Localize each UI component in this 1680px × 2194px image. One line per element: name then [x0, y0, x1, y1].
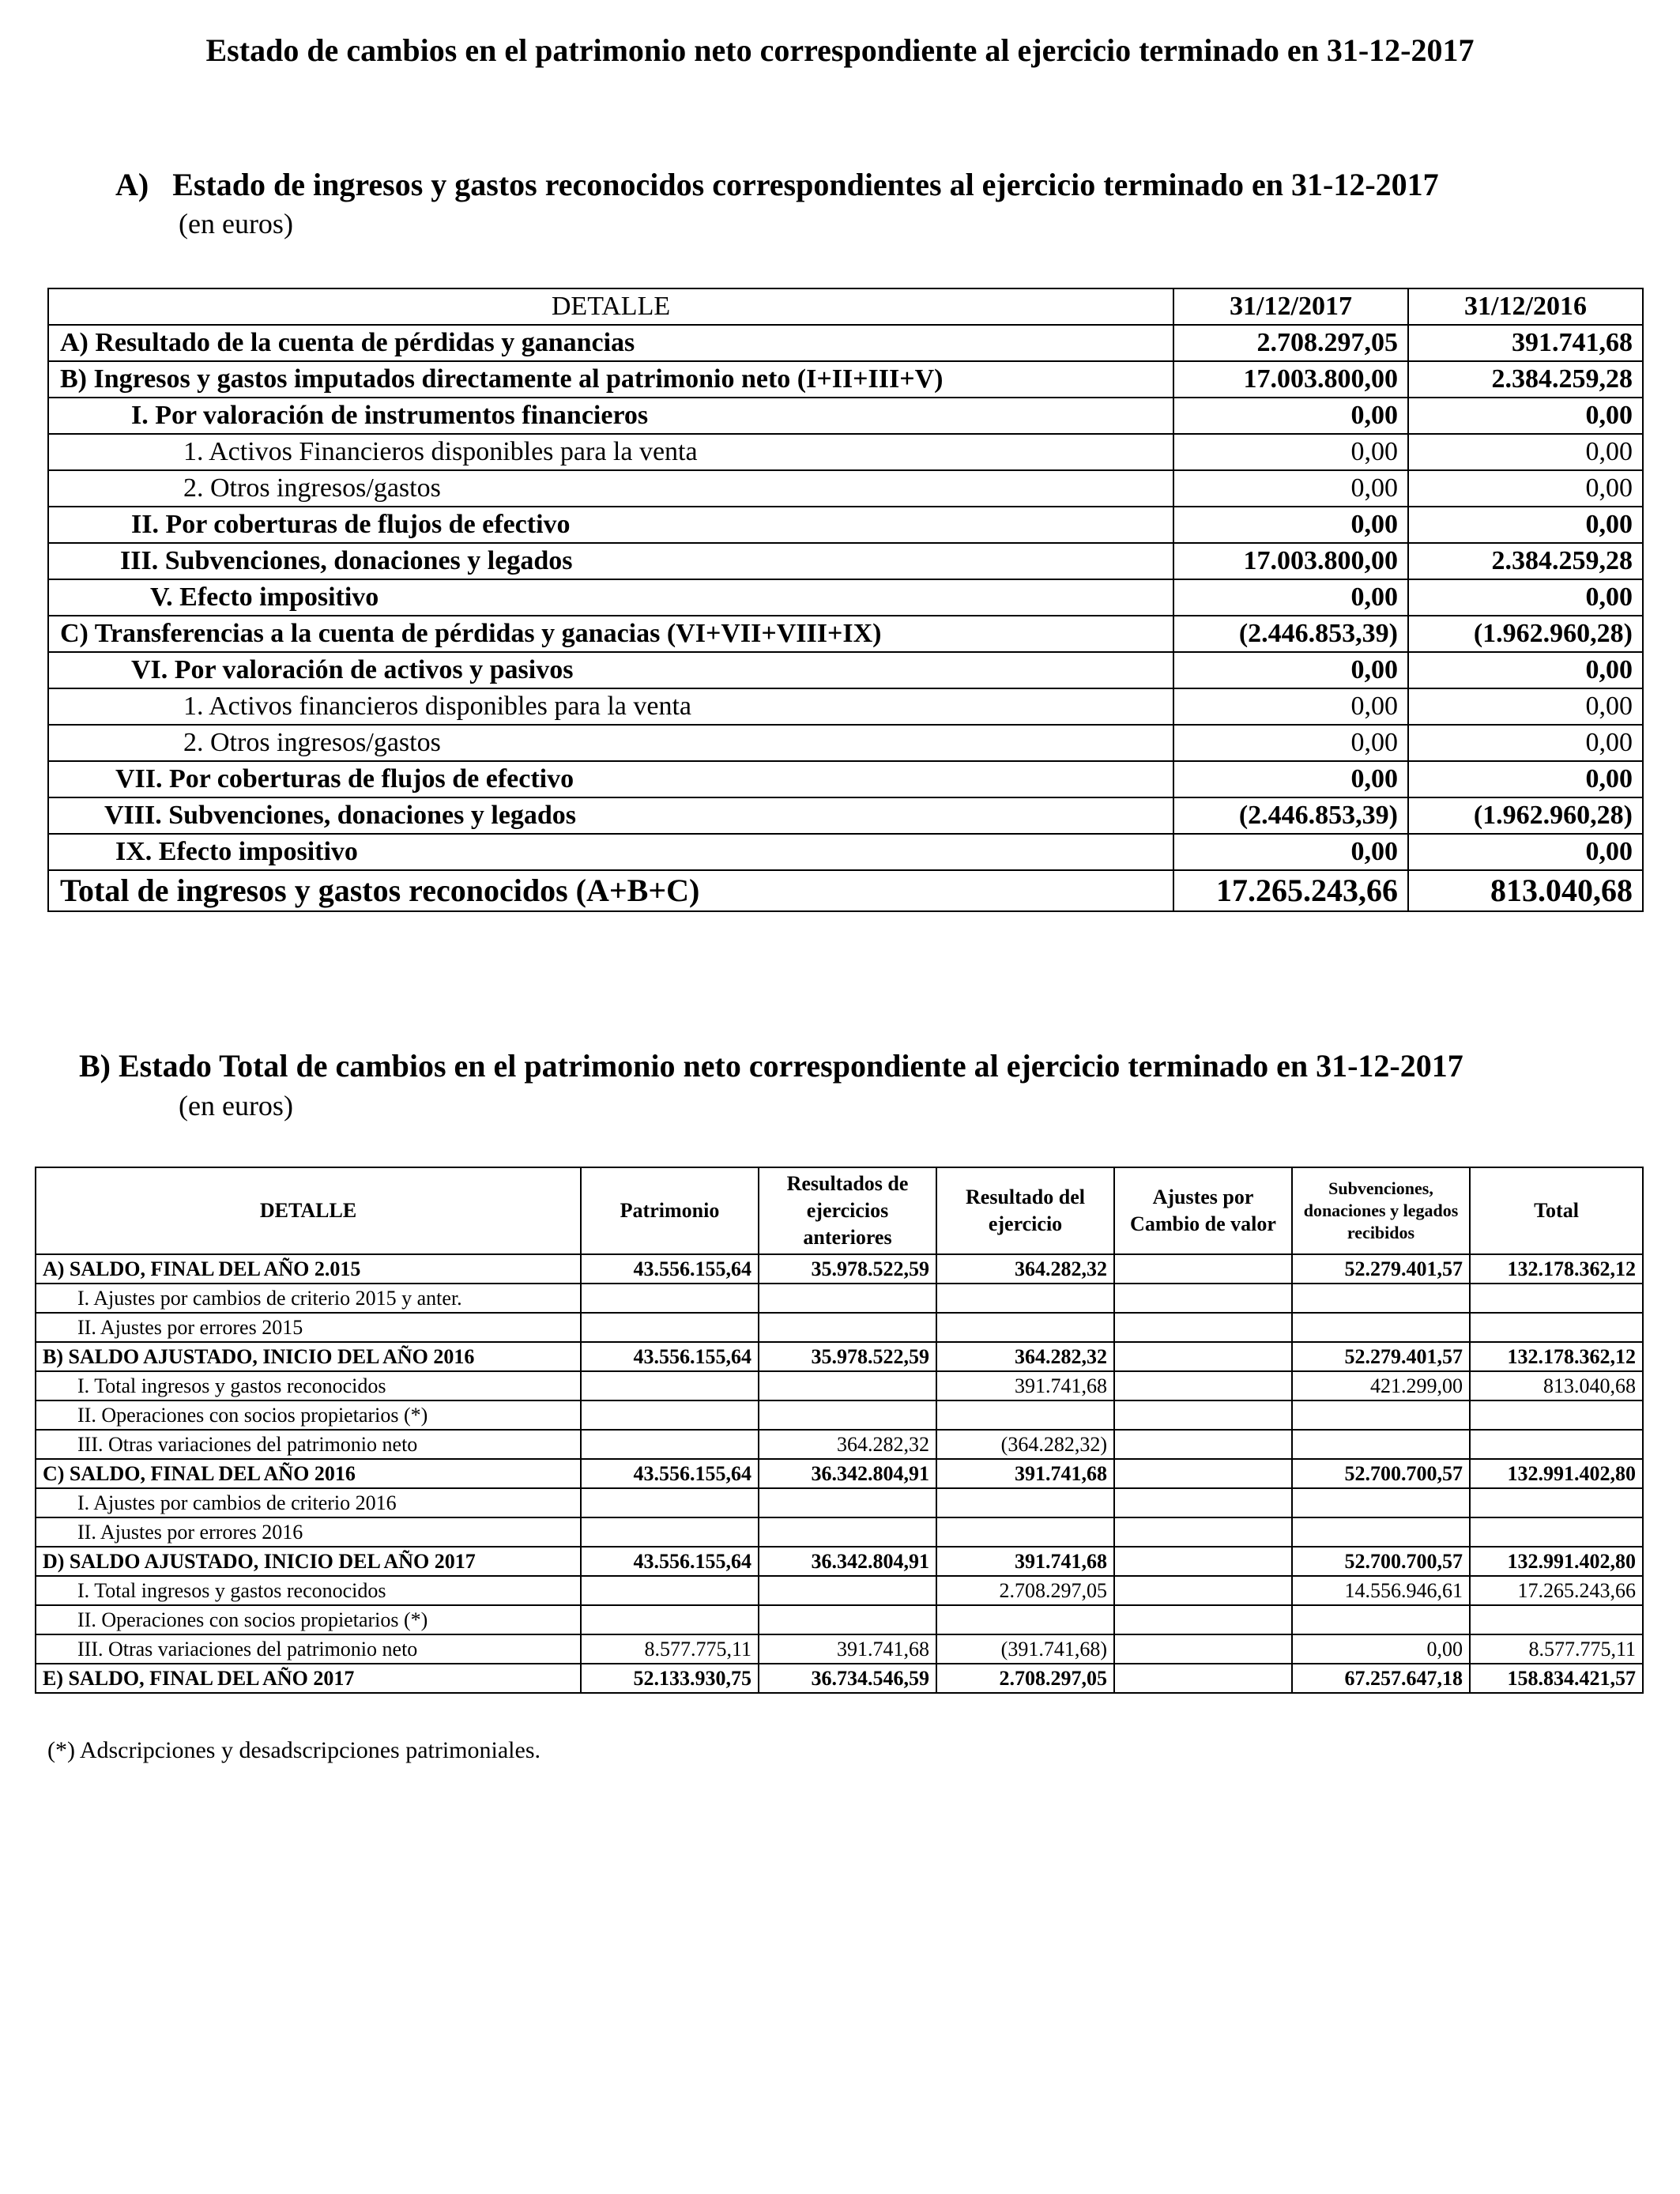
- cell-patrimonio: [581, 1400, 759, 1430]
- cell-res_ant: 36.342.804,91: [759, 1459, 936, 1488]
- table-row: [36, 1634, 1643, 1664]
- cell-subv: [1292, 1400, 1470, 1430]
- cell-subv: [1292, 1517, 1470, 1547]
- table-row: 2. Otros ingresos/gastos 0,00 0,00: [48, 725, 1643, 761]
- cell-ajustes: [1114, 1547, 1292, 1576]
- cell-res_ej: [936, 1605, 1114, 1634]
- cell-patrimonio: [581, 1576, 759, 1605]
- cell-subv: 421.299,00: [1292, 1371, 1470, 1400]
- table-row: [36, 1488, 1643, 1517]
- table-row: 1. Activos Financieros disponibles para la venta 0,00 0,00: [48, 434, 1643, 470]
- cell-ajustes: [1114, 1400, 1292, 1430]
- table-row: [36, 1313, 1643, 1342]
- cell-res_ant: [759, 1517, 936, 1547]
- row-label: III. Otras variaciones del patrimonio neto: [36, 1634, 581, 1664]
- cell-total: 132.178.362,12: [1470, 1254, 1643, 1284]
- cell-ajustes: [1114, 1664, 1292, 1693]
- cell-subv: 52.279.401,57: [1292, 1342, 1470, 1371]
- table-row: [36, 1517, 1643, 1547]
- cell-ajustes: [1114, 1284, 1292, 1313]
- column-header-resultados-anteriores: Resultados de ejercicios anteriores: [759, 1167, 936, 1254]
- table-row: B) Ingresos y gastos imputados directamente al patrimonio neto (I+II+III+V) 17.003.800,00 2.384.259,28: [48, 361, 1643, 398]
- cell-res_ej: [936, 1488, 1114, 1517]
- table-row: [36, 1547, 1643, 1576]
- cell-patrimonio: [581, 1430, 759, 1459]
- cell-subv: 52.700.700,57: [1292, 1547, 1470, 1576]
- cell-subv: [1292, 1605, 1470, 1634]
- column-header-total: Total: [1470, 1167, 1643, 1254]
- cell-res_ant: [759, 1605, 936, 1634]
- cell-ajustes: [1114, 1313, 1292, 1342]
- row-label: B) SALDO AJUSTADO, INICIO DEL AÑO 2016: [36, 1342, 581, 1371]
- cell-subv: [1292, 1430, 1470, 1459]
- cell-patrimonio: [581, 1605, 759, 1634]
- cell-res_ej: 391.741,68: [936, 1547, 1114, 1576]
- cell-res_ant: [759, 1284, 936, 1313]
- table-row: [36, 1284, 1643, 1313]
- cell-patrimonio: 43.556.155,64: [581, 1459, 759, 1488]
- cell-res_ant: [759, 1488, 936, 1517]
- table-row: 2. Otros ingresos/gastos 0,00 0,00: [48, 470, 1643, 507]
- table-row: [36, 1664, 1643, 1693]
- table-row: [36, 1400, 1643, 1430]
- cell-res_ej: [936, 1517, 1114, 1547]
- cell-patrimonio: [581, 1284, 759, 1313]
- cell-patrimonio: 43.556.155,64: [581, 1342, 759, 1371]
- cell-total: 132.991.402,80: [1470, 1547, 1643, 1576]
- table-row: I. Por valoración de instrumentos financieros 0,00 0,00: [48, 398, 1643, 434]
- table-row: 1. Activos financieros disponibles para la venta 0,00 0,00: [48, 688, 1643, 725]
- table-row: [36, 1371, 1643, 1400]
- cell-res_ej: (391.741,68): [936, 1634, 1114, 1664]
- cell-total: [1470, 1430, 1643, 1459]
- cell-patrimonio: 52.133.930,75: [581, 1664, 759, 1693]
- section-a-subheading: (en euros): [179, 208, 293, 239]
- cell-ajustes: [1114, 1488, 1292, 1517]
- column-header-subvenciones: Subvenciones, donaciones y legados recibidos: [1292, 1167, 1470, 1254]
- total-row: Total de ingresos y gastos reconocidos (A+B+C) 17.265.243,66 813.040,68: [48, 870, 1643, 911]
- cell-subv: 0,00: [1292, 1634, 1470, 1664]
- row-label: II. Operaciones con socios propietarios (*): [36, 1400, 581, 1430]
- cell-patrimonio: 43.556.155,64: [581, 1254, 759, 1284]
- row-label: II. Ajustes por errores 2016: [36, 1517, 581, 1547]
- cell-res_ej: [936, 1313, 1114, 1342]
- cell-total: [1470, 1517, 1643, 1547]
- cell-patrimonio: [581, 1488, 759, 1517]
- cell-res_ej: (364.282,32): [936, 1430, 1114, 1459]
- cell-ajustes: [1114, 1371, 1292, 1400]
- cell-total: 132.991.402,80: [1470, 1459, 1643, 1488]
- cell-res_ej: 364.282,32: [936, 1342, 1114, 1371]
- table-row: [36, 1254, 1643, 1284]
- column-header-detalle: DETALLE: [36, 1167, 581, 1254]
- row-label: I. Ajustes por cambios de criterio 2015 y anter.: [36, 1284, 581, 1313]
- row-label: A) SALDO, FINAL DEL AÑO 2.015: [36, 1254, 581, 1284]
- table-row: VI. Por valoración de activos y pasivos 0,00 0,00: [48, 652, 1643, 688]
- income-expense-table: [47, 288, 1644, 912]
- cell-res_ej: 391.741,68: [936, 1459, 1114, 1488]
- column-header-detalle: DETALLE: [48, 288, 1173, 325]
- table-row: VIII. Subvenciones, donaciones y legados (2.446.853,39) (1.962.960,28): [48, 797, 1643, 834]
- footnote: (*) Adscripciones y desadscripciones patrimoniales.: [47, 1737, 541, 1763]
- cell-ajustes: [1114, 1517, 1292, 1547]
- cell-patrimonio: [581, 1371, 759, 1400]
- cell-ajustes: [1114, 1342, 1292, 1371]
- document-title: Estado de cambios en el patrimonio neto correspondiente al ejercicio terminado en 31-12-2017: [205, 32, 1475, 68]
- cell-ajustes: [1114, 1459, 1292, 1488]
- table-row: C) Transferencias a la cuenta de pérdidas y ganacias (VI+VII+VIII+IX) (2.446.853,39) (1.962.960,28): [48, 616, 1643, 652]
- cell-ajustes: [1114, 1430, 1292, 1459]
- cell-total: [1470, 1605, 1643, 1634]
- row-label: I. Total ingresos y gastos reconocidos: [36, 1576, 581, 1605]
- table-row: [36, 1459, 1643, 1488]
- cell-res_ej: 391.741,68: [936, 1371, 1114, 1400]
- cell-total: 813.040,68: [1470, 1371, 1643, 1400]
- table-row: IX. Efecto impositivo 0,00 0,00: [48, 834, 1643, 870]
- cell-subv: [1292, 1488, 1470, 1517]
- section-b-subheading: (en euros): [179, 1090, 293, 1122]
- row-label: I. Ajustes por cambios de criterio 2016: [36, 1488, 581, 1517]
- cell-total: [1470, 1488, 1643, 1517]
- table-row: [36, 1430, 1643, 1459]
- cell-res_ant: 36.734.546,59: [759, 1664, 936, 1693]
- cell-patrimonio: 8.577.775,11: [581, 1634, 759, 1664]
- cell-res_ant: [759, 1313, 936, 1342]
- row-label: III. Otras variaciones del patrimonio neto: [36, 1430, 581, 1459]
- column-header-2016: 31/12/2016: [1408, 288, 1643, 325]
- row-label: II. Ajustes por errores 2015: [36, 1313, 581, 1342]
- column-header-patrimonio: Patrimonio: [581, 1167, 759, 1254]
- cell-total: 17.265.243,66: [1470, 1576, 1643, 1605]
- column-header-2017: 31/12/2017: [1173, 288, 1408, 325]
- table-row: II. Por coberturas de flujos de efectivo 0,00 0,00: [48, 507, 1643, 543]
- cell-res_ant: 35.978.522,59: [759, 1342, 936, 1371]
- cell-total: 8.577.775,11: [1470, 1634, 1643, 1664]
- table-row: [36, 1576, 1643, 1605]
- cell-ajustes: [1114, 1254, 1292, 1284]
- cell-res_ant: 35.978.522,59: [759, 1254, 936, 1284]
- cell-subv: 52.700.700,57: [1292, 1459, 1470, 1488]
- cell-res_ant: [759, 1400, 936, 1430]
- row-label: D) SALDO AJUSTADO, INICIO DEL AÑO 2017: [36, 1547, 581, 1576]
- cell-ajustes: [1114, 1634, 1292, 1664]
- cell-total: [1470, 1284, 1643, 1313]
- table-row: A) Resultado de la cuenta de pérdidas y ganancias 2.708.297,05 391.741,68: [48, 325, 1643, 361]
- section-a-heading: A) Estado de ingresos y gastos reconocidos correspondientes al ejercicio terminado en 31-12-2017: [115, 167, 1439, 202]
- cell-total: [1470, 1313, 1643, 1342]
- row-label: C) SALDO, FINAL DEL AÑO 2016: [36, 1459, 581, 1488]
- cell-patrimonio: [581, 1313, 759, 1342]
- column-header-resultado-ejercicio: Resultado del ejercicio: [936, 1167, 1114, 1254]
- cell-res_ej: 2.708.297,05: [936, 1664, 1114, 1693]
- cell-subv: 14.556.946,61: [1292, 1576, 1470, 1605]
- row-label: II. Operaciones con socios propietarios (*): [36, 1605, 581, 1634]
- cell-ajustes: [1114, 1576, 1292, 1605]
- cell-res_ej: 364.282,32: [936, 1254, 1114, 1284]
- cell-total: [1470, 1400, 1643, 1430]
- cell-res_ant: [759, 1371, 936, 1400]
- table-row: III. Subvenciones, donaciones y legados 17.003.800,00 2.384.259,28: [48, 543, 1643, 579]
- row-label: I. Total ingresos y gastos reconocidos: [36, 1371, 581, 1400]
- cell-res_ant: 36.342.804,91: [759, 1547, 936, 1576]
- table-row: [36, 1342, 1643, 1371]
- cell-res_ant: [759, 1576, 936, 1605]
- table-row: VII. Por coberturas de flujos de efectivo 0,00 0,00: [48, 761, 1643, 797]
- section-b-heading: B) Estado Total de cambios en el patrimonio neto correspondiente al ejercicio terminado en 31-12-2017: [79, 1048, 1463, 1084]
- table-row: [36, 1605, 1643, 1634]
- cell-subv: 67.257.647,18: [1292, 1664, 1470, 1693]
- cell-ajustes: [1114, 1605, 1292, 1634]
- cell-total: 158.834.421,57: [1470, 1664, 1643, 1693]
- table-row: V. Efecto impositivo 0,00 0,00: [48, 579, 1643, 616]
- row-label: E) SALDO, FINAL DEL AÑO 2017: [36, 1664, 581, 1693]
- cell-total: 132.178.362,12: [1470, 1342, 1643, 1371]
- cell-res_ant: 364.282,32: [759, 1430, 936, 1459]
- cell-patrimonio: 43.556.155,64: [581, 1547, 759, 1576]
- cell-res_ant: 391.741,68: [759, 1634, 936, 1664]
- cell-res_ej: 2.708.297,05: [936, 1576, 1114, 1605]
- equity-changes-table: [35, 1167, 1644, 1694]
- cell-res_ej: [936, 1400, 1114, 1430]
- cell-patrimonio: [581, 1517, 759, 1547]
- cell-subv: [1292, 1313, 1470, 1342]
- column-header-ajustes: Ajustes por Cambio de valor: [1114, 1167, 1292, 1254]
- cell-subv: 52.279.401,57: [1292, 1254, 1470, 1284]
- cell-subv: [1292, 1284, 1470, 1313]
- cell-res_ej: [936, 1284, 1114, 1313]
